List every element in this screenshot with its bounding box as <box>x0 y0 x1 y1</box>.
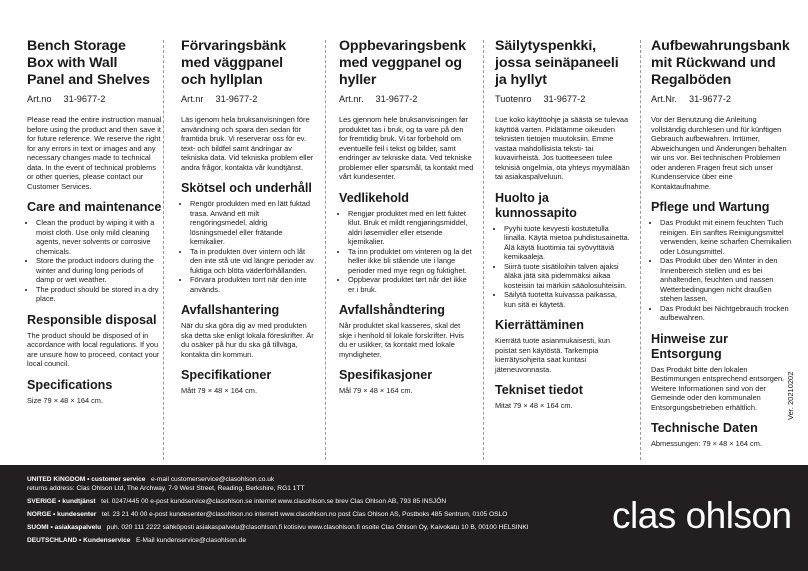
list-item: • Säilytä tuotetta kuivassa paikassa, kun sitä ei käytetä. <box>504 290 630 309</box>
version-label: Ver. 20210202 <box>786 371 795 420</box>
section-heading: Avfallshåndtering <box>339 303 445 317</box>
column-english <box>27 38 162 405</box>
specifications-text: Mått 79 × 48 × 164 cm. <box>181 386 258 395</box>
list-item: • Förvara produkten torrt när den inte används. <box>190 275 316 294</box>
section-heading: Vedlikehold <box>339 190 409 205</box>
column-finnish <box>495 38 630 411</box>
list-item: • Store the product indoors during the winter and during long periods of damp or wet weather. <box>36 256 162 285</box>
section-heading: Hinweise zur Entsorgung <box>651 331 728 361</box>
section-heading: Skötsel och underhåll <box>181 181 312 195</box>
intro-text: Please read the entire instruction manual before using the product and then save it for future reference. We reserve the right for any errors in text or images and any necessary changes made to technical data. In the event of technical problems or other queries, please contact our Customer Services. <box>27 115 162 191</box>
specifications-text: Mål 79 × 48 × 164 cm. <box>339 386 413 395</box>
disposal-text: Kierrätä tuote asianmukaisesti, kun poistat sen käytöstä. Tarkempia kierrätysohjeita saat kuntasi jäteneuvonnasta. <box>495 336 611 374</box>
list-item: • Ta in produkten över vintern och låt den inte stå ute vid längre perioder av fuktiga och blöta väderförhållanden. <box>190 247 316 276</box>
section-heading: Care and maintenance <box>27 200 162 214</box>
column-divider <box>163 40 164 460</box>
column-norwegian <box>339 38 474 396</box>
specifications-text: Size 79 × 48 × 164 cm. <box>27 395 104 405</box>
section-heading: Technische Daten <box>651 421 758 435</box>
care-list <box>339 209 474 295</box>
section-heading: Specifikationer <box>181 368 272 382</box>
care-list <box>495 224 630 310</box>
product-title: Oppbevaringsbenk med veggpanel og hyller <box>339 38 466 88</box>
clas-ohlson-logo: clas ohlson <box>612 495 792 536</box>
product-title: Bench Storage Box with Wall Panel and Shelves <box>27 38 150 88</box>
product-title: Förvaringsbänk med väggpanel och hyllplan <box>181 38 287 88</box>
section-heading: Avfallshantering <box>181 303 280 317</box>
intro-text: Läs igenom hela bruksanvisningen före användning och spara den sedan för framtida bruk. Vi reserverar oss för ev. text- och bildfel samt ändringar av tekniska data. Vid tekniska problem eller andra frågor, kontakta vår kundtjänst. <box>181 115 314 172</box>
care-list <box>181 199 316 294</box>
footer-row-norway: NORGE • kundesenter tel. 23 21 40 00 e-post kundesenter@clasohlson.no internett www.clasohlson.no post Clas Ohlson AS, Postboks 485 Sentrum, 0105 OSLO <box>27 511 508 518</box>
intro-text: Les gjennom hele bruksanvisningen før produktet tas i bruk, og ta vare på den for fremtidig bruk. Vi tar forbehold om eventuelle feil i tekst og bilder, samt endringer av tekniske data. Ved tekniske problemer eller spørsmål, ta kontakt med vårt kundesenter. <box>339 115 474 181</box>
list-item: • The product should be stored in a dry place. <box>36 285 162 304</box>
list-item: • Rengör produkten med en lätt fuktad trasa. Använd ett milt rengöringsmedel, aldrig lösningsmedel eller frätande kemikalier. <box>190 199 316 247</box>
product-title: Säilytyspenkki, jossa seinäpaneeli ja hyllyt <box>495 38 619 88</box>
column-divider <box>483 40 484 460</box>
disposal-text: The product should be disposed of in accordance with local regulations. If you are unsure how to proceed, contact your local council. <box>27 330 160 368</box>
footer-row-finland: SUOMI • asiakaspalvelu puh. 020 111 2222 sähköposti asiakaspalvelu@clasohlson.fi kotisivu www.clasohlson.fi osoite Clas Ohlson Oy, Kaivokatu 10 B, 00100 HELSINKI <box>27 524 529 531</box>
specifications-text: Abmessungen: 79 × 48 × 164 cm. <box>651 439 762 448</box>
column-divider <box>640 40 641 460</box>
list-item: • Siirrä tuote sisätiloihin talven ajaksi äläkä jätä sitä pidemmäksi aikaa kosteisiin tai märkiin sääolosuhteisiin. <box>504 262 630 291</box>
column-divider <box>325 40 326 460</box>
section-heading: Pflege und Wartung <box>651 200 770 214</box>
footer-row-germany: DEUTSCHLAND • Kundenservice E-Mail kundenservice@clasohlson.de <box>27 537 246 544</box>
article-number: Tuotenro 31-9677-2 <box>495 94 586 104</box>
care-list <box>651 218 793 323</box>
intro-text: Vor der Benutzung die Anleitung vollständig durchlesen und für künftigen Gebrauch aufbewahren. Irrtümer, Abweichungen und Änderungen behalten wir uns vor. Bei technischen Problemen oder anderen Fragen freut sich unser Kundenservice über eine Kontaktaufnahme. <box>651 115 787 191</box>
list-item: • Ta inn produktet om vinteren og la det heller ikke bli stående ute i lange perioder med mye regn og fuktighet. <box>348 247 474 276</box>
disposal-text: Når produktet skal kasseres, skal det skje i henhold til lokale forskrifter. Hvis du er usikker, ta kontakt med lokale myndigheter. <box>339 321 464 359</box>
disposal-text: När du ska göra dig av med produkten ska detta ske enligt lokala föreskrifter. Är du osäker på hur du ska gå tillväga, kontakta din kommun. <box>181 321 314 359</box>
section-heading: Specifications <box>27 377 113 392</box>
list-item: • Rengjør produktet med en lett fuktet klut. Bruk et mildt rengjøringsmiddel, aldri løsemidler eller etsende kjemikalier. <box>348 209 474 247</box>
care-list <box>27 218 162 304</box>
list-item: • Das Produkt mit einem feuchten Tuch reinigen. Ein sanftes Reinigungsmittel verwenden, keine scharfen Chemikalien oder Lösungsmittel. <box>660 218 793 256</box>
list-item: • Oppbevar produktet tørt når det ikke er i bruk. <box>348 275 474 294</box>
article-number: Art.no 31-9677-2 <box>27 94 106 104</box>
column-german <box>651 38 793 449</box>
list-item: • Clean the product by wiping it with a moist cloth. Use only mild cleaning agents, never solvents or corrosive chemicals. <box>36 218 162 256</box>
list-item: • Das Produkt bei Nichtgebrauch trocken aufbewahren. <box>660 304 793 323</box>
specifications-text: Mitat 79 × 48 × 164 cm. <box>495 401 573 410</box>
footer <box>0 465 808 571</box>
disposal-text: Das Produkt bitte den lokalen Bestimmungen entsprechend entsorgen. Weitere Informationen sind von der Gemeinde oder den kommunalen Entsorgungsbetrieben erhältlich. <box>651 364 785 412</box>
section-heading: Responsible disposal <box>27 312 157 327</box>
section-heading: Kierrättäminen <box>495 318 584 332</box>
intro-text: Lue koko käyttöohje ja säästä se tulevaa käyttöä varten. Pidätämme oikeuden teknisten tietojen muutoksiin. Emme vastaa mahdollisista teksti- tai kuvavirheistä. Jos tuotteeseen tulee teknisiä ongelmia, ota yhteys myymälään tai asiakaspalveluun. <box>495 115 630 181</box>
article-number: Art.nr. 31-9677-2 <box>339 94 418 104</box>
list-item: • Pyyhi tuote kevyesti kostutetulla liinalla. Käytä mietoa puhdistusainetta. Älä käytä liuottimia tai syövyttäviä kemikaaleja. <box>504 224 630 262</box>
list-item: • Das Produkt über den Winter in den Innenbereich stellen und es bei anhaltenden, feuchten und nassen Wetterbedingungen nicht draußen stehen lassen. <box>660 256 793 304</box>
footer-row-uk-returns: returns address: Clas Ohlson Ltd, The Archway, 7-9 West Street, Reading, Berkshire, RG1 1TT <box>27 485 305 492</box>
product-title: Aufbewahrungsbank mit Rückwand und Regalböden <box>651 38 790 88</box>
footer-row-sweden: SVERIGE • kundtjänst tel. 0247/445 00 e-post kundservice@clasohlson.se internet www.clasohlson.se brev Clas Ohlson AB, 793 85 INSJÖN <box>27 498 447 505</box>
article-number: Art.nr 31-9677-2 <box>181 94 258 104</box>
article-number: Art.Nr. 31-9677-2 <box>651 94 731 104</box>
column-swedish <box>181 38 316 396</box>
section-heading: Huolto ja kunnossapito <box>495 190 577 220</box>
section-heading: Spesifikasjoner <box>339 368 433 382</box>
footer-row-uk: UNITED KINGDOM • customer service e-mail customerservice@clasohlson.co.uk <box>27 476 275 483</box>
section-heading: Tekniset tiedot <box>495 383 583 397</box>
